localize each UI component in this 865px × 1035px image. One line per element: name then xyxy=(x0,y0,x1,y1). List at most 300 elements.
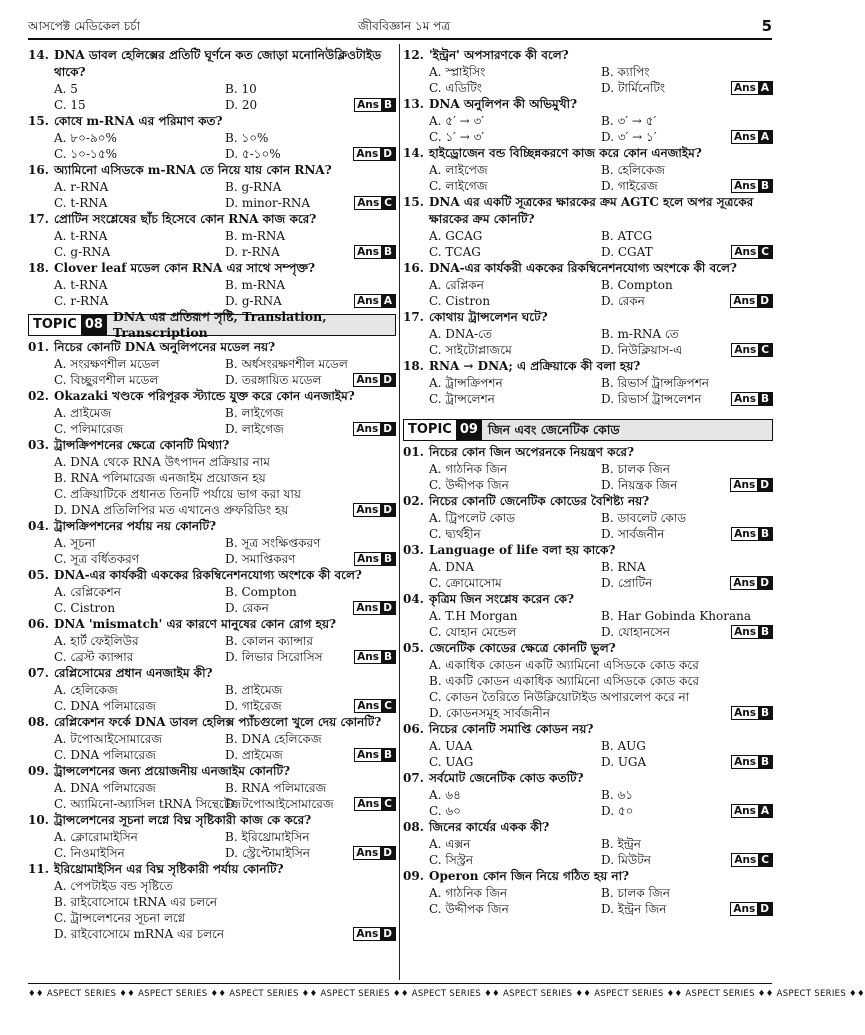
question-number: 07. xyxy=(28,666,49,680)
option: B. অর্ধসংরক্ষণশীল মডেল xyxy=(225,357,348,371)
option: D. r-RNA xyxy=(225,245,280,259)
options xyxy=(403,375,773,407)
question-text: DNA-এর কার্যকরী এককের রিকম্বিনেশনযোগ্য অংশকে কী বলে? xyxy=(54,568,362,582)
answer-value: A xyxy=(758,82,772,94)
answer-badge xyxy=(731,392,773,406)
question-number: 16. xyxy=(403,261,424,275)
answer-label: Ans xyxy=(734,854,757,866)
question-number: 12. xyxy=(403,48,424,62)
answer-value: D xyxy=(380,148,395,160)
option: A. UAA xyxy=(429,739,473,753)
question-stem xyxy=(28,763,396,780)
option: D. সমাপ্তিকরণ xyxy=(225,552,296,566)
question-stem xyxy=(28,812,396,829)
option: B. Compton xyxy=(601,278,673,292)
answer-value: D xyxy=(757,903,772,915)
option: D. রেকন xyxy=(225,601,269,615)
question-stem xyxy=(403,640,773,657)
options xyxy=(28,356,396,388)
topic-title: DNA এর প্রতিরূপ সৃষ্টি, Translation, Transcription xyxy=(112,309,327,340)
question-number: 01. xyxy=(403,445,424,459)
answer-value: D xyxy=(380,423,395,435)
option: D. নিয়ন্ত্রক জিন xyxy=(601,478,678,492)
question-stem xyxy=(403,96,773,113)
option: D. UGA xyxy=(601,755,647,769)
options xyxy=(28,829,396,861)
answer-badge xyxy=(731,755,773,769)
answer-label: Ans xyxy=(734,393,756,405)
options xyxy=(28,81,396,113)
answer-label: Ans xyxy=(357,553,379,565)
question-item xyxy=(403,640,773,721)
options xyxy=(403,559,773,591)
answer-badge xyxy=(353,601,396,615)
option: A. T.H Morgan xyxy=(429,609,518,623)
question-number: 08. xyxy=(28,715,49,729)
question-item xyxy=(403,194,773,260)
answer-value: D xyxy=(757,479,772,491)
option: A. সংরক্ষণশীল মডেল xyxy=(54,357,160,371)
question-number: 04. xyxy=(403,592,424,606)
question-stem xyxy=(28,47,396,81)
option: D. রিভার্স ট্রান্সলেশন xyxy=(601,392,702,406)
question-stem xyxy=(403,493,773,510)
option: C. Cistron xyxy=(54,601,116,615)
answer-label: Ans xyxy=(357,246,379,258)
option: D. তরঙ্গায়িত মডেল xyxy=(225,373,322,387)
option: C. যোহান মেন্ডেল xyxy=(429,625,517,639)
column-divider xyxy=(399,44,400,980)
option: D. মিউটন xyxy=(601,853,651,867)
question-stem xyxy=(403,309,773,326)
question-text: কোথায় ট্রান্সলেশন ঘটে? xyxy=(429,310,548,324)
option: D. প্রাইমেজ xyxy=(225,748,283,762)
option: A. গাঠনিক জিন xyxy=(429,886,508,900)
question-item xyxy=(28,211,396,260)
left-column xyxy=(28,47,396,980)
option: B. m-RNA xyxy=(225,229,286,243)
answer-badge xyxy=(730,478,773,492)
question-stem xyxy=(403,542,773,559)
question-item xyxy=(403,96,773,145)
question-text: কোষে m-RNA এর পরিমাণ কত? xyxy=(54,114,223,128)
question-item xyxy=(403,358,773,407)
option: D. গাইরেজ xyxy=(601,179,658,193)
options xyxy=(28,535,396,567)
option: D. যোহানসেন xyxy=(601,625,670,639)
options xyxy=(28,633,396,665)
question-text: জেনেটিক কোডের ক্ষেত্রে কোনটি ভুল? xyxy=(429,641,616,655)
question-text: 'ইন্ট্রন' অপসারণকে কী বলে? xyxy=(429,48,569,62)
question-stem xyxy=(403,260,773,277)
option: A. হেলিকেজ xyxy=(54,683,118,697)
question-text: জিনের কার্যের একক কী? xyxy=(429,820,550,834)
question-item xyxy=(28,162,396,211)
answer-label: Ans xyxy=(733,479,756,491)
answer-value: C xyxy=(758,854,772,866)
question-stem xyxy=(403,591,773,608)
options xyxy=(28,731,396,763)
options xyxy=(403,64,773,96)
answer-value: C xyxy=(381,700,395,712)
option: D. সার্বজনীন xyxy=(601,527,665,541)
question-item xyxy=(403,819,773,868)
question-number: 03. xyxy=(403,543,424,557)
question-item xyxy=(28,763,396,812)
question-number: 15. xyxy=(28,114,49,128)
option: C. DNA পলিমারেজ xyxy=(54,748,156,762)
question-list-topic-08 xyxy=(28,339,396,942)
option: C. Cistron xyxy=(429,294,491,308)
answer-badge xyxy=(353,927,396,941)
option: D. নিউক্লিয়াস-এ xyxy=(601,343,683,357)
answer-badge xyxy=(731,625,773,639)
option: B. RNA পলিমারেজ এনজাইম প্রয়োজন হয় xyxy=(54,471,266,485)
question-item xyxy=(28,260,396,309)
option: C. ১০-১৫% xyxy=(54,147,118,161)
answer-label: Ans xyxy=(357,798,380,810)
answer-badge xyxy=(354,650,396,664)
option: D. ৫-১০% xyxy=(225,147,281,161)
answer-label: Ans xyxy=(734,626,756,638)
answer-label: Ans xyxy=(357,295,379,307)
option: C. নিওমাইসিন xyxy=(54,846,125,860)
answer-badge xyxy=(354,294,396,308)
answer-label: Ans xyxy=(734,528,756,540)
option: C. ১′ → ৩′ xyxy=(429,130,485,144)
question-list-right-pre xyxy=(403,47,773,407)
option: B. RNA xyxy=(601,560,646,574)
options xyxy=(28,277,396,309)
answer-label: Ans xyxy=(357,197,380,209)
option: B. চালক জিন xyxy=(601,886,670,900)
question-stem xyxy=(403,194,773,228)
option: B. DNA হেলিকেজ xyxy=(225,732,322,746)
option: A. এক্সন xyxy=(429,837,471,851)
options xyxy=(403,461,773,493)
answer-value: B xyxy=(758,528,772,540)
options xyxy=(28,584,396,616)
question-number: 09. xyxy=(403,869,424,883)
question-item xyxy=(28,339,396,388)
question-stem xyxy=(28,567,396,584)
question-stem xyxy=(28,113,396,130)
question-item xyxy=(403,47,773,96)
question-item xyxy=(28,567,396,616)
options xyxy=(403,608,773,640)
topic-title: জিন এবং জেনেটিক কোড xyxy=(487,422,620,437)
option: D. রাইবোসোমে mRNA এর চলনে xyxy=(54,927,224,941)
option: B. ATCG xyxy=(601,229,653,243)
question-text: সর্বমোট জেনেটিক কোড কতটি? xyxy=(429,771,584,785)
question-text: অ্যামিনো এসিডকে m-RNA তে নিয়ে যায় কোন RNA? xyxy=(54,163,332,177)
answer-value: D xyxy=(757,295,772,307)
question-item xyxy=(28,113,396,162)
answer-label: Ans xyxy=(357,651,379,663)
option: B. কোলন ক্যান্সার xyxy=(225,634,313,648)
answer-badge xyxy=(354,98,396,112)
header-book-title: আসপেক্ট মেডিকেল চর্চা xyxy=(28,19,141,33)
option: D. DNA প্রতিলিপির মত এখানেও প্রুফরিডিং হয় xyxy=(54,503,289,517)
options xyxy=(403,510,773,542)
option: D. ইন্ট্রন জিন xyxy=(601,902,667,916)
option: C. দ্ব্যর্থহীন xyxy=(429,527,481,541)
answer-value: B xyxy=(758,393,772,405)
option: B. রাইবোসোমে tRNA এর চলনে xyxy=(54,895,218,909)
question-number: 02. xyxy=(403,494,424,508)
answer-label: Ans xyxy=(733,903,756,915)
question-item xyxy=(403,309,773,358)
answer-value: D xyxy=(380,847,395,859)
question-item xyxy=(28,518,396,567)
question-item xyxy=(403,770,773,819)
option: C. UAG xyxy=(429,755,474,769)
question-number: 02. xyxy=(28,389,49,403)
question-text: নিচের কোনটি সমাপ্তি কোডন নয়? xyxy=(429,722,594,736)
question-item xyxy=(403,444,773,493)
option: C. TCAG xyxy=(429,245,481,259)
option: B. Compton xyxy=(225,585,297,599)
option: A. সূচনা xyxy=(54,536,96,550)
question-stem xyxy=(403,444,773,461)
answer-badge xyxy=(353,422,396,436)
answer-label: Ans xyxy=(734,131,756,143)
answer-label: Ans xyxy=(357,749,379,761)
option: A. DNA xyxy=(429,560,475,574)
question-text: নিচের কোনটি DNA অনুলিপনের মডেল নয়? xyxy=(54,340,276,354)
option: A. রেপ্লিকন xyxy=(429,278,484,292)
option: B. লাইগেজ xyxy=(225,406,284,420)
answer-value: D xyxy=(380,374,395,386)
topic-number: 09 xyxy=(456,420,482,440)
answer-label: Ans xyxy=(356,847,379,859)
option: D. ৫০ xyxy=(601,804,634,818)
page-number: 5 xyxy=(761,17,772,35)
question-text: DNA ডাবল হেলিক্সের প্রতিটি ঘূর্ণনে কত জোড়া মনোনিউক্লিওটাইড থাকে? xyxy=(54,48,382,79)
option: C. উদ্দীপক জিন xyxy=(429,902,509,916)
answer-badge xyxy=(730,294,773,308)
option: C. সাইটোপ্লাজমে xyxy=(429,343,512,357)
option: D. লাইগেজ xyxy=(225,422,284,436)
answer-label: Ans xyxy=(356,423,379,435)
answer-value: D xyxy=(380,602,395,614)
answer-badge xyxy=(353,846,396,860)
question-stem xyxy=(403,868,773,885)
option: A. DNA পলিমারেজ xyxy=(54,781,156,795)
option: C. বিচ্ছুরণশীল মডেল xyxy=(54,373,159,387)
question-number: 05. xyxy=(28,568,49,582)
option: A. হার্ট ফেইলিউর xyxy=(54,634,139,648)
question-text: কৃত্রিম জিন সংশ্লেষ করেন কে? xyxy=(429,592,574,606)
options xyxy=(403,277,773,309)
answer-label: Ans xyxy=(356,374,379,386)
answer-badge xyxy=(731,804,773,818)
answer-value: D xyxy=(757,577,772,589)
question-text: Clover leaf মডেল কোন RNA এর সাথে সম্পৃক্ত? xyxy=(54,261,316,275)
answer-label: Ans xyxy=(734,246,757,258)
option: A. 5 xyxy=(54,82,78,96)
answer-badge xyxy=(731,81,773,95)
question-text: Operon কোন জিন নিয়ে গঠিত হয় না? xyxy=(429,869,630,883)
question-number: 14. xyxy=(403,146,424,160)
option: A. t-RNA xyxy=(54,229,108,243)
answer-badge xyxy=(731,343,773,357)
option: B. 10 xyxy=(225,82,257,96)
option: C. r-RNA xyxy=(54,294,109,308)
option: A. ৫′ → ৩′ xyxy=(429,114,485,128)
question-number: 09. xyxy=(28,764,49,778)
question-stem xyxy=(28,211,396,228)
answer-badge xyxy=(354,196,396,210)
answer-badge xyxy=(354,797,396,811)
option: C. কোডন তৈরিতে নিউক্লিয়োটাইড অপারলেপ করে না xyxy=(429,690,690,704)
question-text: Language of life বলা হয় কাকে? xyxy=(429,543,616,557)
option: A. লাইপেজ xyxy=(429,163,488,177)
answer-label: Ans xyxy=(734,756,756,768)
option: A. ক্লোরোমাইসিন xyxy=(54,830,138,844)
question-stem xyxy=(403,819,773,836)
question-item xyxy=(403,493,773,542)
answer-badge xyxy=(731,130,773,144)
question-item xyxy=(28,665,396,714)
option: A. টপোআইসোমারেজ xyxy=(54,732,163,746)
option: D. minor-RNA xyxy=(225,196,310,210)
question-number: 14. xyxy=(28,48,49,62)
question-text: হাইড্রোজেন বন্ড বিচ্ছিন্নকরণে কাজ করে কোন এনজাইম? xyxy=(429,146,702,160)
answer-value: D xyxy=(380,504,395,516)
answer-label: Ans xyxy=(356,928,379,940)
option: B. একটি কোডন একাধিক অ্যামিনো এসিডকে কোড করে xyxy=(429,674,699,688)
option: A. রেপ্লিকেশন xyxy=(54,585,121,599)
options xyxy=(28,780,396,812)
answer-value: B xyxy=(381,553,395,565)
question-stem xyxy=(403,145,773,162)
option: B. g-RNA xyxy=(225,180,282,194)
question-item xyxy=(28,437,396,518)
answer-label: Ans xyxy=(734,180,756,192)
answer-badge xyxy=(354,552,396,566)
option: D. ৩′ → ১′ xyxy=(601,130,657,144)
option: A. স্প্লাইসিং xyxy=(429,65,486,79)
topic-label: TOPIC xyxy=(29,315,81,335)
option: D. g-RNA xyxy=(225,294,282,308)
options xyxy=(403,885,773,917)
question-item xyxy=(28,388,396,437)
option: A. গাঠনিক জিন xyxy=(429,462,508,476)
question-text: DNA অনুলিপন কী অভিমুখী? xyxy=(429,97,578,111)
options xyxy=(403,787,773,819)
question-text: নিচের কোন জিন অপেরনকে নিয়ন্ত্রণ করে? xyxy=(429,445,635,459)
option: D. টপোআইসোমারেজ xyxy=(225,797,334,811)
options xyxy=(403,657,773,721)
options xyxy=(403,228,773,260)
option: D. গাইরেজ xyxy=(225,699,282,713)
option: D. টার্মিনেটিং xyxy=(601,81,666,95)
topic-number: 08 xyxy=(81,315,107,335)
question-number: 17. xyxy=(403,310,424,324)
option: B. ৬১ xyxy=(601,788,634,802)
answer-value: B xyxy=(758,180,772,192)
question-text: ট্রান্সলেশনের জন্য প্রয়োজনীয় এনজাইম কোনটি? xyxy=(54,764,291,778)
question-item xyxy=(28,47,396,113)
question-list-topic-09 xyxy=(403,444,773,917)
answer-label: Ans xyxy=(734,344,757,356)
answer-label: Ans xyxy=(734,82,756,94)
question-number: 03. xyxy=(28,438,49,452)
question-stem xyxy=(403,721,773,738)
option: C. উদ্দীপক জিন xyxy=(429,478,509,492)
option: C. এডিটিং xyxy=(429,81,482,95)
option: B. ১০% xyxy=(225,131,269,145)
answer-value: B xyxy=(381,99,395,111)
option: D. কোডনসমূহ সার্বজনীন xyxy=(429,706,550,720)
answer-label: Ans xyxy=(356,504,379,516)
option: D. লিভার সিরোসিস xyxy=(225,650,323,664)
option: A. DNA-তে xyxy=(429,327,493,341)
answer-badge xyxy=(354,748,396,762)
option: C. সিস্ট্রন xyxy=(429,853,474,867)
question-text: প্রোটিন সংশ্লেষের ছাঁচ হিসেবে কোন RNA কাজ করে? xyxy=(54,212,317,226)
options xyxy=(403,326,773,358)
question-text: রেপ্লিসোমের প্রধান এনজাইম কী? xyxy=(54,666,213,680)
question-text: RNA → DNA; এ প্রক্রিয়াকে কী বলা হয়? xyxy=(429,359,641,373)
options xyxy=(28,405,396,437)
options xyxy=(28,878,396,942)
option: C. ব্রেস্ট ক্যান্সার xyxy=(54,650,134,664)
answer-badge xyxy=(731,179,773,193)
question-number: 06. xyxy=(28,617,49,631)
answer-value: B xyxy=(381,749,395,761)
options xyxy=(28,228,396,260)
question-item xyxy=(403,145,773,194)
options xyxy=(403,836,773,868)
question-stem xyxy=(28,518,396,535)
answer-badge xyxy=(730,576,773,590)
answer-label: Ans xyxy=(357,99,379,111)
options xyxy=(28,130,396,162)
topic-label: TOPIC xyxy=(404,420,456,440)
answer-value: D xyxy=(380,928,395,940)
question-item xyxy=(403,721,773,770)
question-stem xyxy=(28,616,396,633)
answer-label: Ans xyxy=(734,707,756,719)
right-column xyxy=(403,47,773,980)
option: C. প্রক্রিয়াটিকে প্রধানত তিনটি পর্যায়ে ভাগ করা যায় xyxy=(54,487,301,501)
option: D. 20 xyxy=(225,98,258,112)
option: C. ৬০ xyxy=(429,804,461,818)
question-stem xyxy=(28,339,396,356)
question-text: DNA-এর কার্যকরী এককের রিকম্বিনেশনযোগ্য অংশকে কী বলে? xyxy=(429,261,737,275)
option: C. ট্রান্সলেশন xyxy=(429,392,495,406)
question-number: 16. xyxy=(28,163,49,177)
answer-badge xyxy=(353,147,396,161)
option: B. সূত্র সংক্ষিপ্তকরণ xyxy=(225,536,321,550)
question-text: ট্রান্সক্রিপশনের পর্যায় নয় কোনটি? xyxy=(54,519,217,533)
question-number: 01. xyxy=(28,340,49,354)
question-number: 13. xyxy=(403,97,424,111)
question-text: ট্রান্সক্রিপশনের ক্ষেত্রে কোনটি মিথ্যা? xyxy=(54,438,230,452)
page-footer: ♦♦ ASPECT SERIES ♦♦ ASPECT SERIES ♦♦ ASPECT SERIES ♦♦ ASPECT SERIES ♦♦ ASPECT SERIES ♦♦ ASPECT SERIES ♦♦ ASPECT SERIES ♦♦ ASPECT SERIES ♦♦ ASPECT SERIES ♦♦ xyxy=(28,983,772,1002)
answer-value: A xyxy=(758,805,772,817)
question-stem xyxy=(403,47,773,64)
question-text: ট্রান্সলেশনের সূচনা লগ্নে বিঘ্ন সৃষ্টিকারী কাজ কে করে? xyxy=(54,813,312,827)
answer-label: Ans xyxy=(733,295,756,307)
option: D. স্ট্রেপ্টোমাইসিন xyxy=(225,846,310,860)
option: B. চালক জিন xyxy=(601,462,670,476)
question-text: ইরিথ্রোমাইসিন এর বিঘ্ন সৃষ্টিকারী পর্যায় কোনটি? xyxy=(54,862,284,876)
question-stem xyxy=(28,260,396,277)
option: C. অ্যামিনো-অ্যাসিল tRNA সিন্থেটেজ xyxy=(54,797,242,811)
